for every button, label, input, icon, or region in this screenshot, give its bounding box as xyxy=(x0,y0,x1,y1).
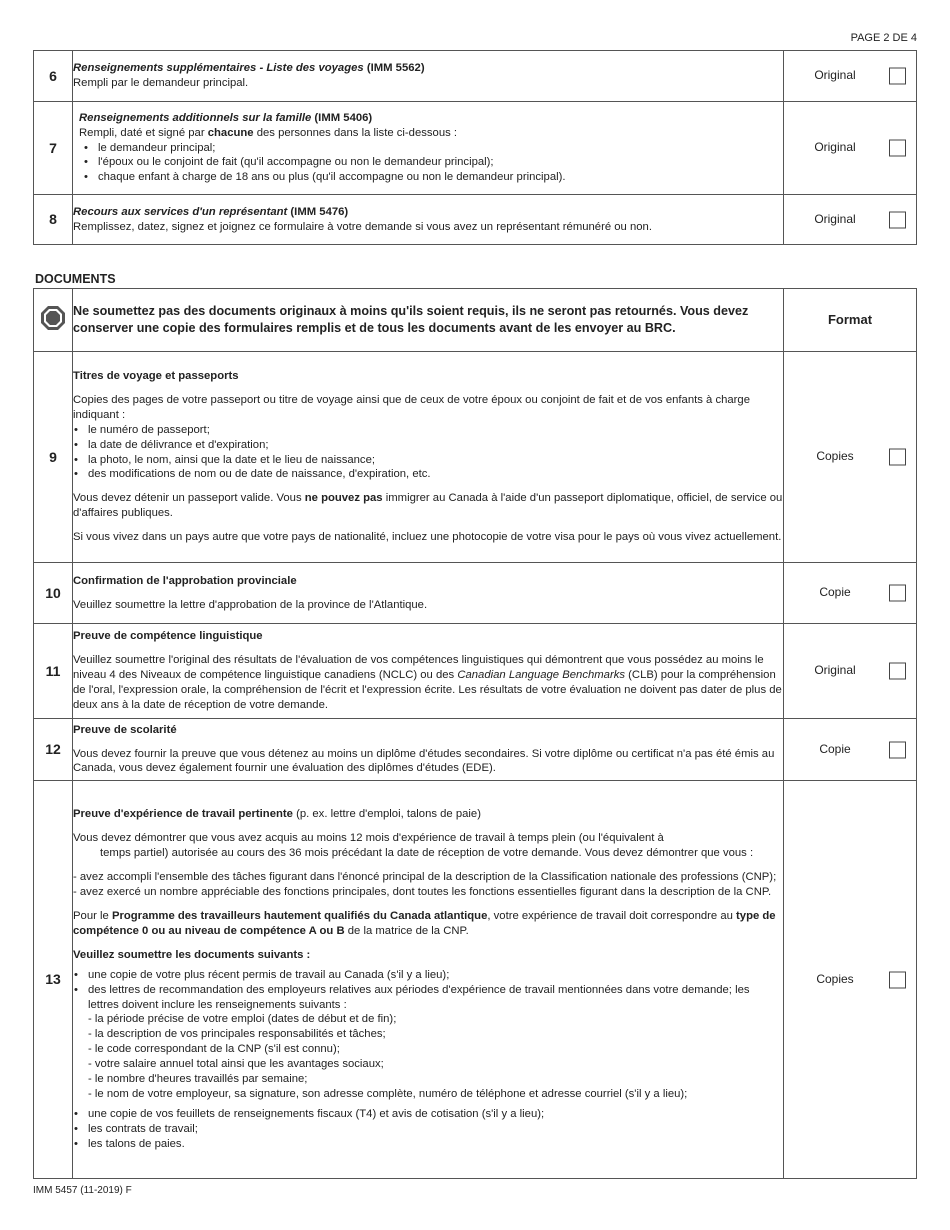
format-label: Original xyxy=(814,663,856,678)
list-item: - le code correspondant de la CNP (s'il est connu); xyxy=(88,1043,340,1056)
item-title: Preuve de compétence linguistique xyxy=(73,630,263,643)
checkbox[interactable] xyxy=(889,663,906,680)
item-number: 12 xyxy=(34,719,73,781)
documents-table xyxy=(33,288,917,1179)
item-title: Renseignements supplémentaires - Liste des voyages xyxy=(73,62,364,75)
item-title: Titres de voyage et passeports xyxy=(73,369,239,382)
item-number: 8 xyxy=(34,195,73,245)
bullet-list xyxy=(79,141,783,186)
bullet-list xyxy=(73,968,783,1013)
forms-table xyxy=(33,50,917,245)
item-form-code: (IMM 5406) xyxy=(311,111,373,124)
list-item: - votre salaire annuel total ainsi que les avantages sociaux; xyxy=(88,1058,384,1071)
format-label: Copie xyxy=(819,585,851,600)
list-item: - la période précise de votre emploi (dates de début et de fin); xyxy=(88,1013,397,1026)
format-label: Copies xyxy=(816,971,854,986)
item-number: 10 xyxy=(34,563,73,624)
letter-requirements xyxy=(73,1012,783,1101)
list-item: • la photo, le nom, ainsi que la date et le lieu de naissance; xyxy=(73,453,783,468)
checkbox[interactable] xyxy=(889,68,906,85)
table-header-row xyxy=(34,289,917,352)
checkbox[interactable] xyxy=(889,449,906,466)
item-title: Preuve d'expérience de travail pertinente xyxy=(73,808,293,821)
item-text: Veuillez soumettre la lettre d'approbation de la province de l'Atlantique. xyxy=(73,598,428,611)
item-text: Copies des pages de votre passeport ou titre de voyage ainsi que de ceux de votre époux ou conjoint de fait et de vos enfants à charge indiquant : xyxy=(73,393,751,421)
format-cell xyxy=(784,195,917,245)
checkbox[interactable] xyxy=(889,211,906,228)
table-row xyxy=(34,624,917,719)
checkbox[interactable] xyxy=(889,741,906,758)
list-item: - le nom de votre employeur, sa signature, son adresse complète, numéro de téléphone et adresse courriel (s'il y a lieu); xyxy=(88,1087,688,1100)
checkbox[interactable] xyxy=(889,585,906,602)
item-text: Rempli par le demandeur principal. xyxy=(73,77,249,89)
list-item: • des modifications de nom ou de date de naissance, d'expiration, etc. xyxy=(73,467,783,482)
checkbox[interactable] xyxy=(889,971,906,988)
item-number: 13 xyxy=(34,781,73,1179)
list-item: - avez accompli l'ensemble des tâches figurant dans l'énoncé principal de la description de la Classification nationale des professions (CNP); xyxy=(73,871,777,884)
form-code: IMM 5457 (11-2019) F xyxy=(33,1185,132,1196)
list-item: • les talons de paies. xyxy=(73,1137,783,1152)
table-row xyxy=(34,51,917,102)
table-row xyxy=(34,195,917,245)
item-title-suffix: (p. ex. lettre d'emploi, talons de paie) xyxy=(292,808,481,821)
format-cell xyxy=(784,102,917,195)
format-cell xyxy=(784,624,917,719)
item-title: Confirmation de l'approbation provinciale xyxy=(73,574,297,587)
item-description xyxy=(73,719,784,781)
format-cell xyxy=(784,781,917,1179)
item-description xyxy=(73,195,784,245)
item-text: Vous devez détenir un passeport valide. Vous ne pouvez pas immigrer au Canada à l'aide d'un passeport diplomatique, officiel, de service ou d'affaires publiques. xyxy=(73,492,783,520)
item-text: Vous devez démontrer que vous avez acquis au moins 12 mois d'expérience de travail à temps plein (ou l'équivalent à xyxy=(73,832,664,845)
format-cell xyxy=(784,719,917,781)
list-item: • une copie de votre plus récent permis de travail au Canada (s'il y a lieu); xyxy=(73,968,783,983)
format-cell xyxy=(784,51,917,102)
item-text: Si vous vivez dans un pays autre que votre pays de nationalité, incluez une photocopie de votre visa pour le pays où vous vivez actuellement. xyxy=(73,531,782,544)
item-description xyxy=(73,352,784,563)
format-cell xyxy=(784,563,917,624)
item-text-bold: chacune xyxy=(207,126,254,139)
item-text: Rempli, daté et signé par xyxy=(79,126,208,139)
table-row xyxy=(34,102,917,195)
item-text: Pour le Programme des travailleurs hautement qualifiés du Canada atlantique, votre expérience de travail doit correspondre au type de compétence 0 ou au niveau de compétence A ou B de la matrice de la CNP. xyxy=(73,909,776,937)
item-title: Recours aux services d'un représentant xyxy=(73,205,288,218)
bullet-list xyxy=(73,1107,783,1152)
item-description xyxy=(73,102,784,195)
format-cell xyxy=(784,352,917,563)
table-row xyxy=(34,781,917,1179)
item-title: Preuve de scolarité xyxy=(73,723,177,736)
format-header: Format xyxy=(784,289,917,352)
item-description xyxy=(73,781,784,1179)
format-label: Copie xyxy=(819,741,851,756)
list-item: • chaque enfant à charge de 18 ans ou plus (qu'il accompagne ou non le demandeur principal). xyxy=(83,170,783,185)
item-form-code: (IMM 5476) xyxy=(287,205,349,218)
list-item: - le nombre d'heures travaillés par semaine; xyxy=(88,1073,308,1086)
item-number: 11 xyxy=(34,624,73,719)
item-number: 9 xyxy=(34,352,73,563)
format-label: Original xyxy=(814,211,856,226)
list-item: • une copie de vos feuillets de renseignements fiscaux (T4) et avis de cotisation (s'il y a lieu); xyxy=(73,1107,783,1122)
list-item: • le demandeur principal; xyxy=(83,141,783,156)
item-text: des personnes dans la liste ci-dessous : xyxy=(253,126,458,139)
list-item: • la date de délivrance et d'expiration; xyxy=(73,438,783,453)
item-description xyxy=(73,51,784,102)
item-title-line xyxy=(73,807,783,822)
item-text: Vous devez fournir la preuve que vous détenez au moins un diplôme d'études secondaires. Si votre diplôme ou certificat n'a pas été émis au Canada, vous devez également fournir une évaluation des diplômes d'études (EDE). xyxy=(73,747,775,775)
list-item: - avez exercé un nombre appréciable des fonctions principales, dont toutes les fonctions essentielles figurant dans la description de la CNP. xyxy=(73,886,772,899)
item-title: Renseignements additionnels sur la famille xyxy=(79,111,312,124)
format-label: Original xyxy=(814,140,856,155)
list-item: - la description de vos principales responsabilités et tâches; xyxy=(88,1028,386,1041)
section-title: DOCUMENTS xyxy=(35,272,116,286)
warning-icon-cell xyxy=(34,289,73,352)
table-row xyxy=(34,352,917,563)
item-number: 7 xyxy=(34,102,73,195)
item-text: Veuillez soumettre l'original des résultats de l'évaluation de vos compétences linguistiques qui démontrent que vous possédez au moins le niveau 4 des Niveaux de compétence linguistique canadiens (NCLC) ou des Canadian Language Benchmarks (CLB) pour la compréhension de l'oral, l'expression orale, la compréhension de l'écrit et l'expression écrite. Les résultats de votre évaluation ne doivent pas dater de plus de deux ans à la date de réception de votre demande. xyxy=(73,654,782,711)
warning-text: Ne soumettez pas des documents originaux à moins qu'ils soient requis, ils ne seront pas retournés. Vous devez conserver une copie des formulaires remplis et de tous les documents avant de les envoyer au BRC. xyxy=(73,289,784,352)
table-row xyxy=(34,719,917,781)
list-item: • des lettres de recommandation des employeurs relatives aux périodes d'expérience de travail mentionnées dans votre demande; les lettres doivent inclure les renseignements suivants : xyxy=(73,983,783,1013)
page-number: PAGE 2 DE 4 xyxy=(850,32,917,44)
bullet-list xyxy=(73,423,783,483)
format-label: Copies xyxy=(816,449,854,464)
list-item: • les contrats de travail; xyxy=(73,1122,783,1137)
stop-icon xyxy=(40,305,66,331)
item-text: Remplissez, datez, signez et joignez ce formulaire à votre demande si vous avez un représentant rémunéré ou non. xyxy=(73,220,652,233)
list-item: • l'époux ou le conjoint de fait (qu'il accompagne ou non le demandeur principal); xyxy=(83,155,783,170)
item-description xyxy=(73,563,784,624)
table-row xyxy=(34,563,917,624)
list-item: • le numéro de passeport; xyxy=(73,423,783,438)
format-label: Original xyxy=(814,68,856,83)
item-form-code: (IMM 5562) xyxy=(363,62,425,75)
checkbox[interactable] xyxy=(889,140,906,157)
item-number: 6 xyxy=(34,51,73,102)
item-text: temps partiel) autorisée au cours des 36 mois précédant la date de réception de votre demande. Vous devez démontrer que vous : xyxy=(100,847,754,860)
sub-heading: Veuillez soumettre les documents suivants : xyxy=(73,948,311,961)
item-description xyxy=(73,624,784,719)
